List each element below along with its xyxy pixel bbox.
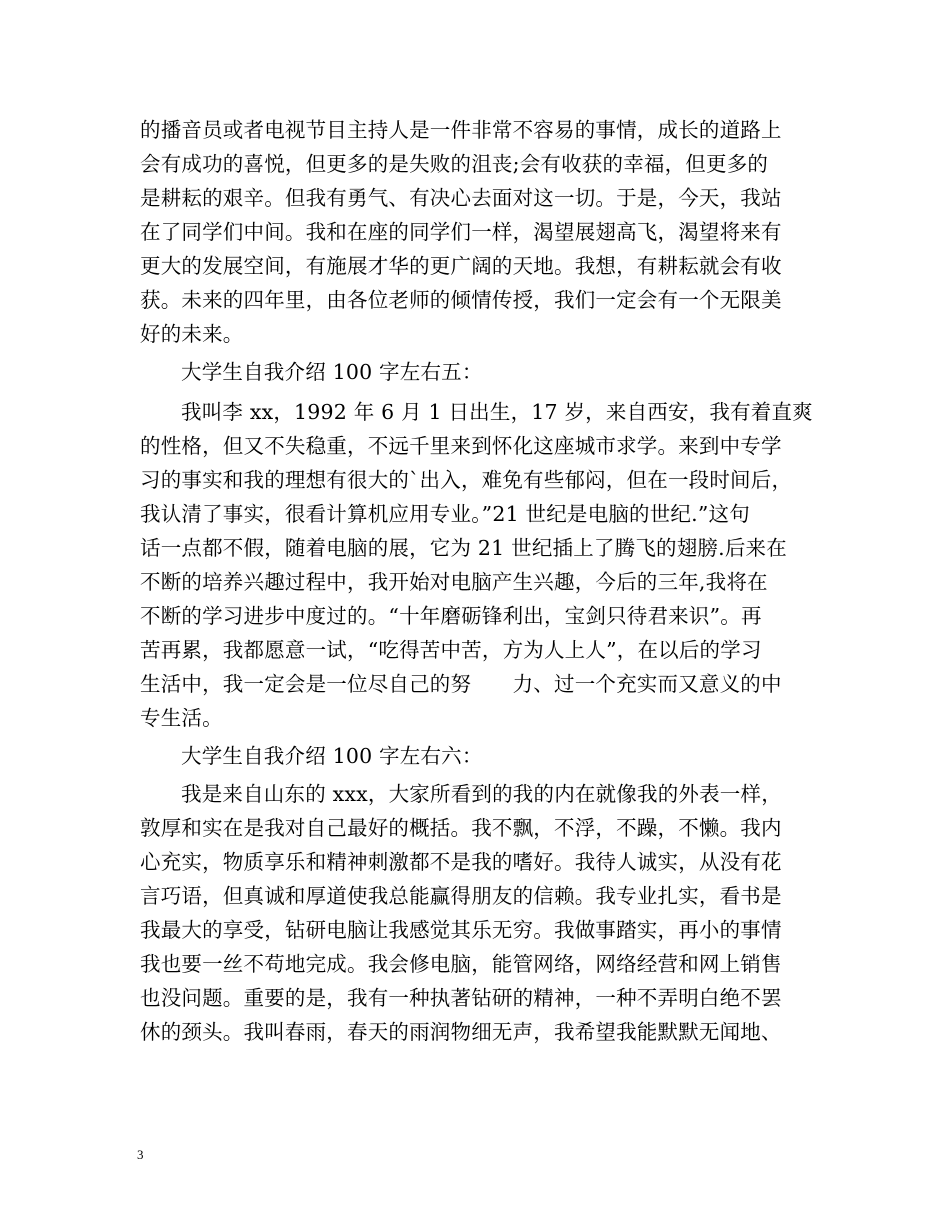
text-line: 的播音员或者电视节目主持人是一件非常不容易的事情，成长的道路上 [140,118,782,142]
text-line: 好的未来。 [140,322,244,346]
text-line: 我最大的享受，钻研电脑让我感觉其乐无穷。我做事踏实，再小的事情 [140,918,782,942]
text-line: 是耕耘的艰辛。但我有勇气、有决心去面对这一切。于是，今天，我站 [140,186,782,210]
text-line: 心充实，物质享乐和精神刺激都不是我的嗜好。我待人诚实，从没有花 [140,850,782,874]
text-line: 休的颈头。我叫春雨，春天的雨润物细无声，我希望我能默默无闻地、 [140,1020,782,1044]
text-line: 敦厚和实在是我对自己最好的概括。我不飘，不浮，不躁，不懒。我内 [140,816,782,840]
text-line: 话一点都不假，随着电脑的展，它为 21 世纪插上了腾飞的翅膀.后来在 [140,536,787,560]
text-line: 在了同学们中间。我和在座的同学们一样，渴望展翅高飞，渴望将来有 [140,220,782,244]
text-line: 我叫李 xx，1992 年 6 月 1 日出生，17 岁，来自西安，我有着直爽 [181,400,813,424]
text-line: 我也要一丝不苟地完成。我会修电脑，能管网络，网络经营和网上销售 [140,952,782,976]
text-line: 更大的发展空间，有施展才华的更广阔的天地。我想，有耕耘就会有收 [140,254,782,278]
text-line: 习的事实和我的理想有很大的`出入，难免有些郁闷，但在一段时间后， [140,468,793,492]
text-line: 生活中，我一定会是一位尽自己的努 力、过一个充实而又意义的中 [140,672,782,696]
text-line: 我认清了事实，很看计算机应用专业。”21 世纪是电脑的世纪.”这句 [140,502,750,526]
text-line: 会有成功的喜悦，但更多的是失败的沮丧;会有收获的幸福，但更多的 [140,152,769,176]
text-line: 苦再累，我都愿意一试，“吃得苦中苦，方为人上人”，在以后的学习 [140,638,762,662]
page-number: 3 [137,1147,144,1162]
section-heading: 大学生自我介绍 100 字左右六： [181,744,483,768]
text-line: 也没问题。重要的是，我有一种执著钻研的精神，一种不弄明白绝不罢 [140,986,782,1010]
text-line: 的性格，但又不失稳重，不远千里来到怀化这座城市求学。来到中专学 [140,434,782,458]
text-line: 不断的学习进步中度过的。“十年磨砺锋利出，宝剑只待君来识”。再 [140,604,762,628]
text-line: 不断的培养兴趣过程中，我开始对电脑产生兴趣，今后的三年,我将在 [140,570,768,594]
text-line: 我是来自山东的 xxx，大家所看到的我的内在就像我的外表一样， [181,782,782,806]
text-line: 获。未来的四年里，由各位老师的倾情传授，我们一定会有一个无限美 [140,288,782,312]
section-heading: 大学生自我介绍 100 字左右五： [181,360,483,384]
text-line: 专生活。 [140,706,223,730]
text-line: 言巧语，但真诚和厚道使我总能赢得朋友的信赖。我专业扎实，看书是 [140,884,782,908]
